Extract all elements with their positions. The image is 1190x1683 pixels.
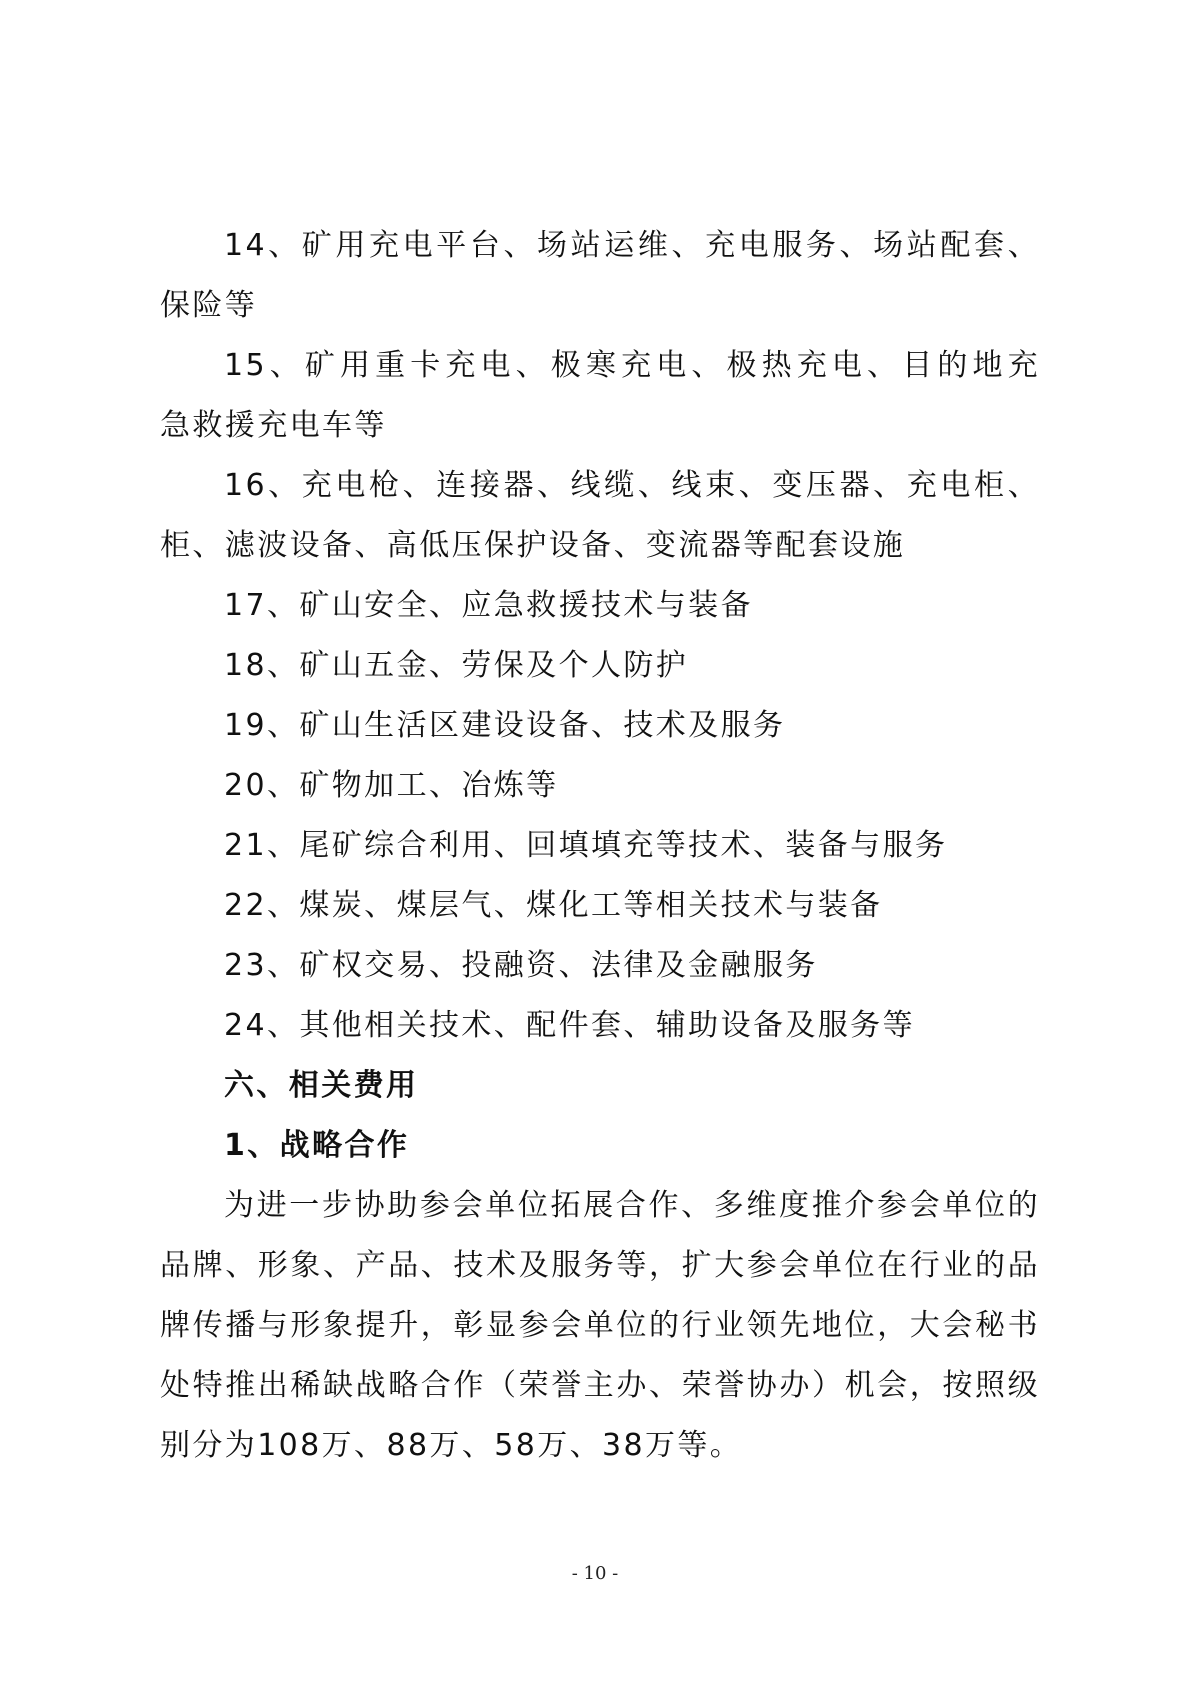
list-item-15-line-1: 15、矿用重卡充电、极寒充电、极热充电、目的地充 [224,348,1040,383]
list-item-16-line-2: 柜、滤波设备、高低压保护设备、变流器等配套设施 [160,528,906,563]
document-body [160,216,1040,1476]
page-number: - 10 - [571,1563,619,1584]
list-item-19: 19、矿山生活区建设设备、技术及服务 [224,708,786,743]
list-item-23: 23、矿权交易、投融资、法律及金融服务 [224,948,818,983]
list-item-20: 20、矿物加工、冶炼等 [224,768,559,803]
list-item-17: 17、矿山安全、应急救援技术与装备 [224,588,753,623]
list-item-18: 18、矿山五金、劳保及个人防护 [224,648,689,683]
section-heading: 六、相关费用 [224,1068,419,1103]
list-item-21: 21、尾矿综合利用、回填填充等技术、装备与服务 [224,828,948,863]
list-item-14-line-1: 14、矿用充电平台、场站运维、充电服务、场站配套、 [224,228,1040,263]
list-item-14-line-2: 保险等 [160,288,258,323]
body-paragraph: 为进一步协助参会单位拓展合作、多维度推介参会单位的品牌、形象、产品、技术及服务等，扩大参会单位在行业的品牌传播与形象提升，彰显参会单位的行业领先地位，大会秘书处特推出稀缺战略合作（荣誉主办、荣誉协办）机会，按照级别分为108万、88万、58万、38万等。 [160,1188,1040,1463]
list-item-15-line-2: 急救援充电车等 [160,408,387,443]
subsection-heading: 1、战略合作 [224,1128,410,1163]
list-item-24: 24、其他相关技术、配件套、辅助设备及服务等 [224,1008,915,1043]
list-item-16-line-1: 16、充电枪、连接器、线缆、线束、变压器、充电柜、 [224,468,1040,503]
list-item-22: 22、煤炭、煤层气、煤化工等相关技术与装备 [224,888,883,923]
